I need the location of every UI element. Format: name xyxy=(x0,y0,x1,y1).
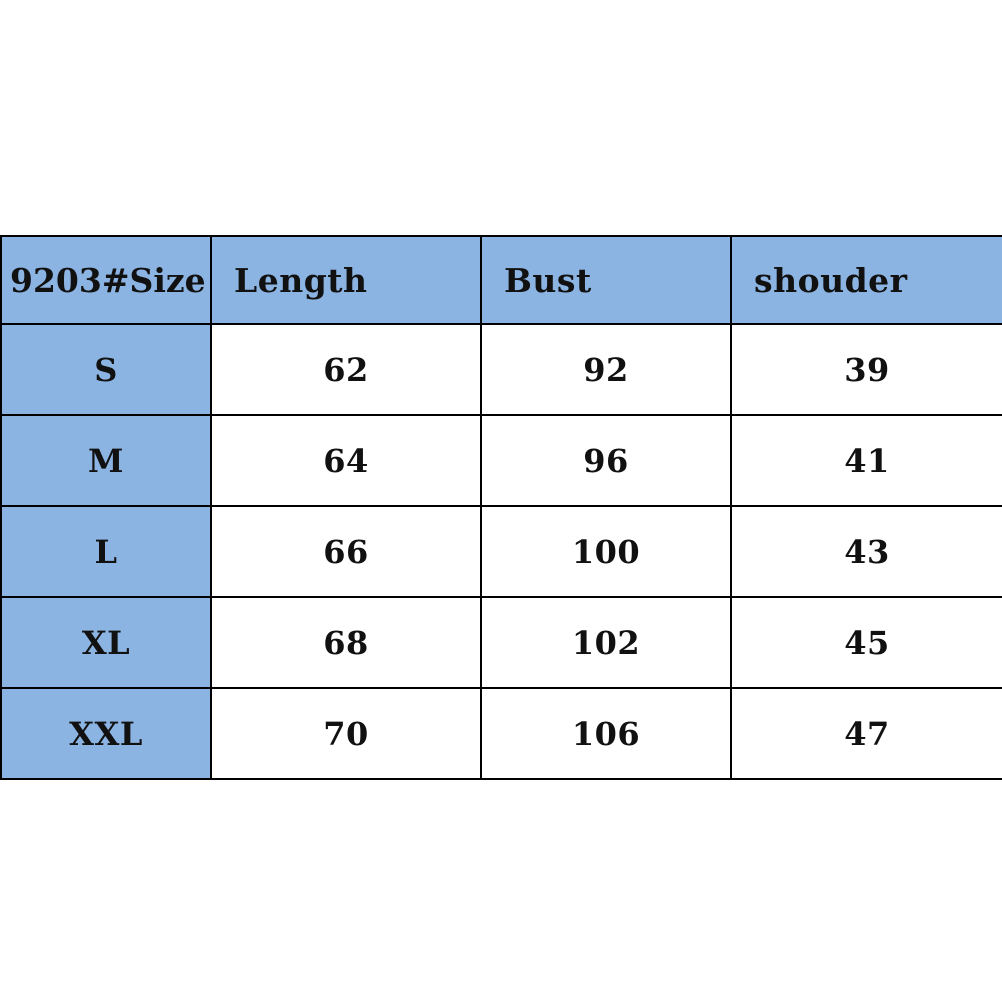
table-header-row xyxy=(1,236,1002,324)
cell-size: XL xyxy=(1,597,211,688)
cell-bust: 106 xyxy=(481,688,731,779)
size-chart-container xyxy=(0,235,1002,780)
cell-size: XXL xyxy=(1,688,211,779)
table-row xyxy=(1,506,1002,597)
cell-bust: 100 xyxy=(481,506,731,597)
table-header xyxy=(1,236,1002,324)
table-row xyxy=(1,324,1002,415)
header-shoulder: shouder xyxy=(731,236,1002,324)
cell-length: 62 xyxy=(211,324,481,415)
table-row xyxy=(1,597,1002,688)
header-size: 9203#Size xyxy=(1,236,211,324)
cell-length: 70 xyxy=(211,688,481,779)
size-chart-table xyxy=(0,235,1002,780)
cell-shoulder: 45 xyxy=(731,597,1002,688)
cell-shoulder: 47 xyxy=(731,688,1002,779)
table-row xyxy=(1,688,1002,779)
header-length: Length xyxy=(211,236,481,324)
cell-shoulder: 41 xyxy=(731,415,1002,506)
cell-size: L xyxy=(1,506,211,597)
cell-shoulder: 39 xyxy=(731,324,1002,415)
table-body xyxy=(1,324,1002,779)
cell-bust: 92 xyxy=(481,324,731,415)
cell-shoulder: 43 xyxy=(731,506,1002,597)
cell-length: 68 xyxy=(211,597,481,688)
header-bust: Bust xyxy=(481,236,731,324)
cell-length: 66 xyxy=(211,506,481,597)
cell-bust: 102 xyxy=(481,597,731,688)
cell-size: S xyxy=(1,324,211,415)
cell-size: M xyxy=(1,415,211,506)
table-row xyxy=(1,415,1002,506)
cell-bust: 96 xyxy=(481,415,731,506)
cell-length: 64 xyxy=(211,415,481,506)
